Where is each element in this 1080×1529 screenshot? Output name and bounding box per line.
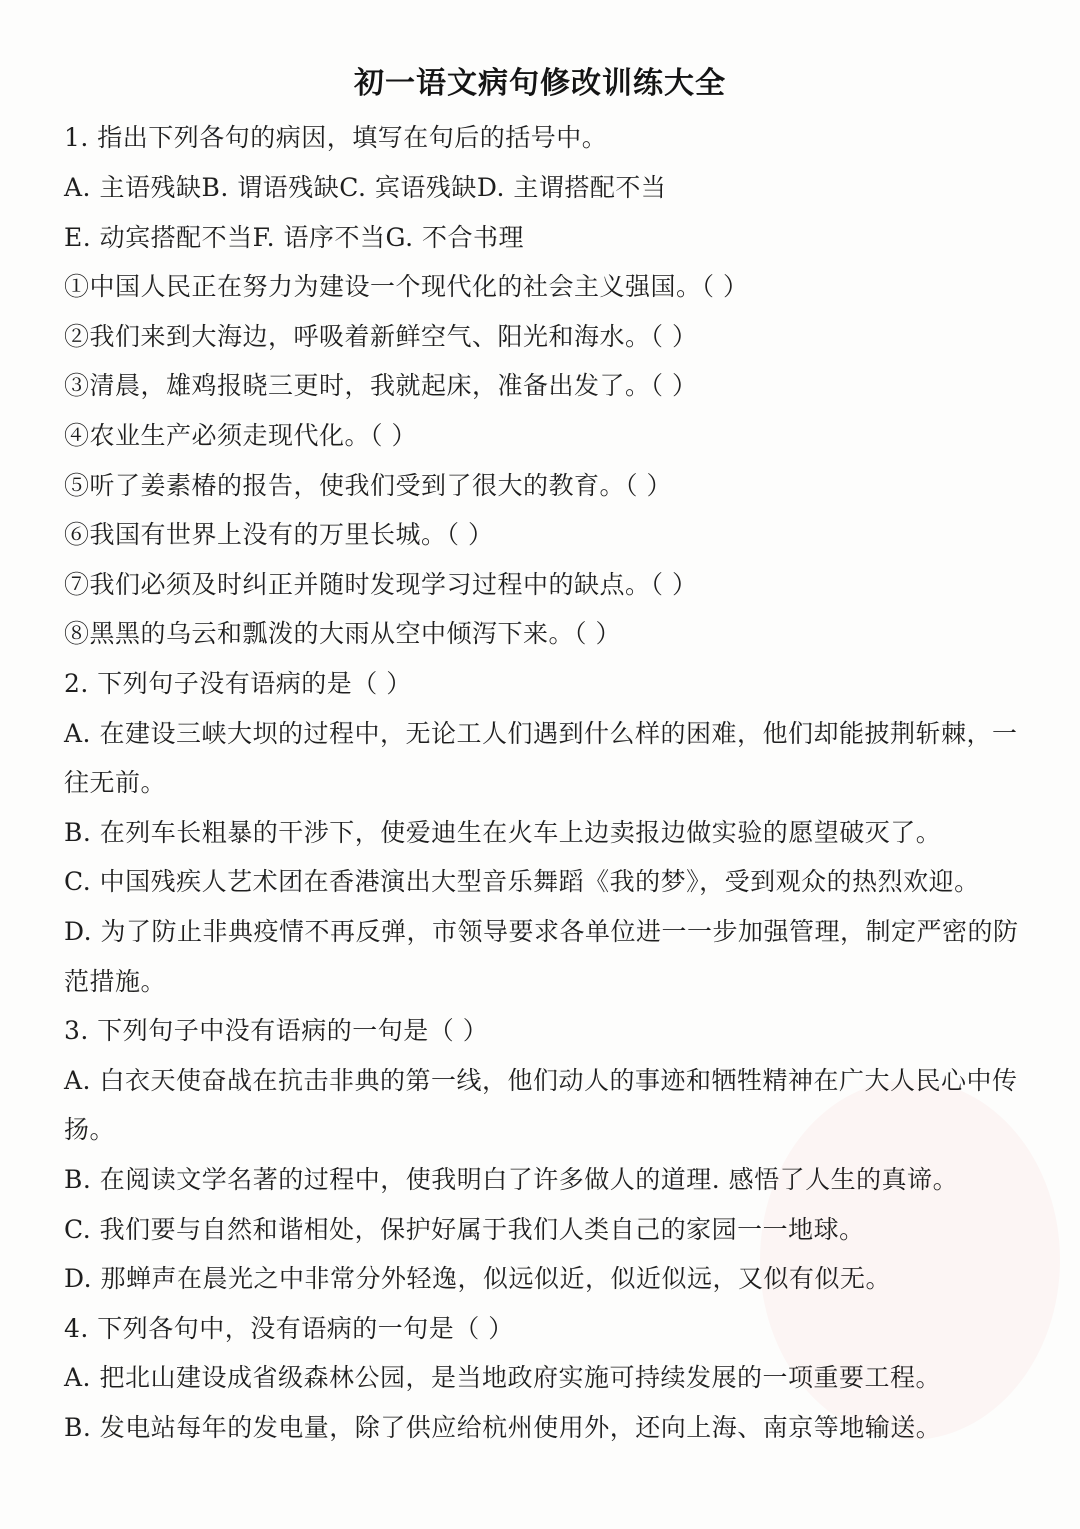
q1-sentence-7: ⑦我们必须及时纠正并随时发现学习过程中的缺点。（ ） [64, 570, 698, 599]
q1-sentence-2: ②我们来到大海边，呼吸着新鲜空气、阳光和海水。（ ） [64, 322, 698, 351]
q2-option-c: C. 中国残疾人艺术团在香港演出大型音乐舞蹈《我的梦》，受到观众的热烈欢迎。 [64, 867, 980, 896]
q1-sentence-1: ①中国人民正在努力为建设一个现代化的社会主义强国。（ ） [64, 272, 749, 301]
q3-option-d: D. 那蝉声在晨光之中非常分外轻逸，似远似近，似近似远，又似有似无。 [64, 1264, 892, 1293]
q2-option-a-cont: 往无前。 [64, 768, 167, 797]
page-title: 初一语文病句修改训练大全 [354, 66, 726, 101]
q2-stem: 2. 下列句子没有语病的是（ ） [64, 669, 412, 698]
q3-option-a: A. 白衣天使奋战在抗击非典的第一线，他们动人的事迹和牺牲精神在广大人民心中传 [64, 1066, 1018, 1095]
q1-sentence-8: ⑧黑黑的乌云和瓢泼的大雨从空中倾泻下来。（ ） [64, 619, 621, 648]
q2-option-d-cont: 范措施。 [64, 967, 167, 996]
q1-option-row-1: A. 主语残缺B. 谓语残缺C. 宾语残缺D. 主谓搭配不当 [64, 173, 667, 202]
q3-stem: 3. 下列句子中没有语病的一句是（ ） [64, 1016, 489, 1045]
q3-option-a-cont: 扬。 [64, 1115, 116, 1144]
q1-instruction: 1. 指出下列各句的病因，填写在句后的括号中。 [64, 123, 608, 152]
q1-sentence-4: ④农业生产必须走现代化。（ ） [64, 421, 417, 450]
q3-option-b: B. 在阅读文学名著的过程中，使我明白了许多做人的道理. 感悟了人生的真谛。 [64, 1165, 959, 1194]
q1-option-row-2: E. 动宾搭配不当F. 语序不当G. 不合书理 [64, 223, 524, 252]
q4-option-b: B. 发电站每年的发电量，除了供应给杭州使用外，还向上海、南京等地输送。 [64, 1413, 942, 1442]
q2-option-a: A. 在建设三峡大坝的过程中，无论工人们遇到什么样的困难，他们却能披荆斩棘，一 [64, 719, 1018, 748]
q4-stem: 4. 下列各句中，没有语病的一句是（ ） [64, 1314, 514, 1343]
q1-sentence-3: ③清晨，雄鸡报晓三更时，我就起床，准备出发了。（ ） [64, 371, 698, 400]
q3-option-c: C. 我们要与自然和谐相处，保护好属于我们人类自己的家园一一地球。 [64, 1215, 865, 1244]
q4-option-a: A. 把北山建设成省级森林公园，是当地政府实施可持续发展的一项重要工程。 [64, 1363, 941, 1392]
q1-sentence-5: ⑤听了姜素椿的报告，使我们受到了很大的教育。（ ） [64, 471, 672, 500]
q2-option-d: D. 为了防止非典疫情不再反弹，市领导要求各单位进一一步加强管理，制定严密的防 [64, 917, 1019, 946]
q1-sentence-6: ⑥我国有世界上没有的万里长城。（ ） [64, 520, 494, 549]
q2-option-b: B. 在列车长粗暴的干涉下，使爱迪生在火车上边卖报边做实验的愿望破灭了。 [64, 818, 942, 847]
